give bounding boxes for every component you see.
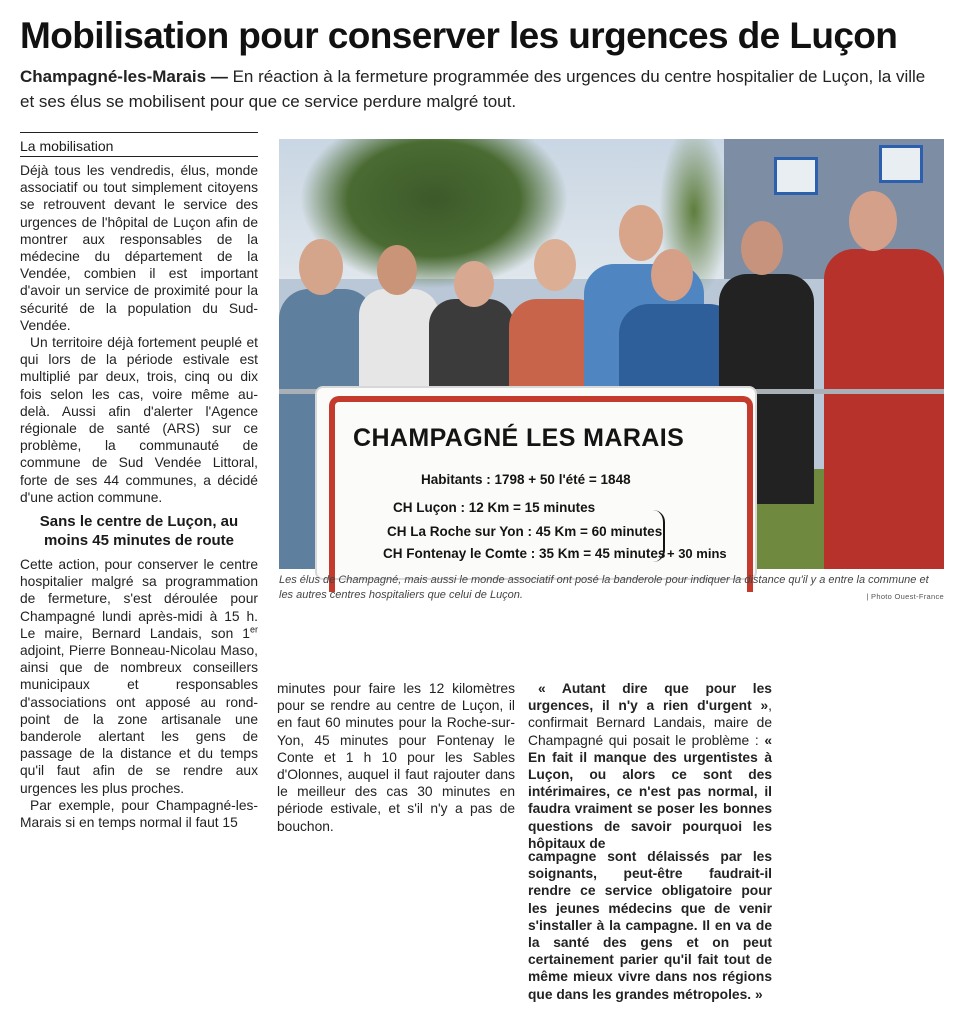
paragraph: campagne sont délaissés par les soignants, peut-être faudrait-il rendre ce service obligatoire pour les jeunes médecins que de venir s'installer à la campagne. Il en va de la santé des gens et on peut certainement parier qu'il fait tout de même mieux vivre dans nos régions que dans les grandes métropoles. » <box>528 849 772 1002</box>
section-label: La mobilisation <box>20 138 114 154</box>
sign-line: CH Fontenay le Comte : 35 Km = 45 minutes <box>383 546 666 561</box>
sign-brace <box>653 510 665 562</box>
paragraph <box>528 680 772 852</box>
person-head <box>377 245 417 295</box>
dateline: Champagné-les-Marais — <box>20 67 228 86</box>
person-head <box>849 191 897 251</box>
sign-line: Habitants : 1798 + 50 l'été = 1848 <box>421 472 631 487</box>
section-rule-bottom <box>20 156 258 157</box>
column-2 <box>277 680 515 835</box>
section-rule-top <box>20 132 258 133</box>
person-head <box>454 261 494 307</box>
banner-sign <box>317 388 755 578</box>
person-head <box>299 239 343 295</box>
photo-caption: Les élus de Champagné, mais aussi le monde associatif ont posé la banderole pour indiquer la distance qu'il y a entre la commune et les autres centres hospitaliers que celui de Luçon. <box>279 574 929 601</box>
person-head <box>741 221 783 275</box>
sign-title: CHAMPAGNÉ LES MARAIS <box>353 424 685 452</box>
window <box>879 145 923 183</box>
superscript: er <box>249 624 258 635</box>
quote: « Autant dire que pour les urgences, il n'y a rien d'urgent » <box>528 681 772 714</box>
text: , confirmait Bernard Landais, maire de Champagné qui posait le problème : <box>528 698 772 748</box>
column-1-top <box>20 162 258 506</box>
text: Cette action, pour conserver le centre hospitalier malgré sa programmation de fermeture, s'est déroulée pour Champagné lundi après-midi à 15 h. Le maire, Bernard Landais, son 1 <box>20 557 258 641</box>
sign-line: CH La Roche sur Yon : 45 Km = 60 minutes <box>387 524 663 539</box>
paragraph <box>20 556 258 797</box>
headline: Mobilisation pour conserver les urgences de Luçon <box>20 15 898 56</box>
column-1-bottom <box>20 556 258 831</box>
lead-text: En réaction à la fermeture programmée des urgences du centre hospitalier de Luçon, la ville et ses élus se mobilisent pour que ce service perdure malgré tout. <box>20 67 926 111</box>
paragraph: Déjà tous les vendredis, élus, monde associatif ou tout simplement citoyens se retrouvent devant le service des urgences de l'hôpital de Luçon afin de montrer aux responsables de la médecine du département de la Vendée, combien il est important d'avoir un service de proximité pour la sécurité de la population du Sud-Vendée. <box>20 163 258 333</box>
lead-paragraph <box>20 64 940 114</box>
person <box>824 249 944 569</box>
paragraph: minutes pour faire les 12 kilomètres pour se rendre au centre de Luçon, il en faut 60 minutes pour la Roche-sur-Yon, 45 minutes pour Fontenay le Conte et 1 h 10 pour les Sables d'Olonnes, auquel il faut rajouter dans le meilleur des cas 30 minutes en période estivale, et s'il n'y a pas de bouchon. <box>277 681 515 834</box>
column-3-bottom <box>528 848 772 1003</box>
photo-credit: | Photo Ouest-France <box>866 592 944 601</box>
text: adjoint, Pierre Bonneau-Nicolau Maso, ainsi que de nombreux conseillers municipaux et responsables d'associations ont apposé au rond-point de la zone artisanale une banderole alertant les gens de passage de la distance et du temps qu'il faut afin de se rendre aux urgences les plus proches. <box>20 643 258 796</box>
person-head <box>534 239 576 291</box>
sign-extra: + 30 mins <box>667 546 727 561</box>
paragraph: Un territoire déjà fortement peuplé et qui lors de la période estivale est multiplié par deux, trois, cinq ou dix fois selon les cas, voire même au-delà. Aussi afin d'alerter l'Agence régionale de santé (ARS) sur ce problème, la communauté de commune de Sud Vendée Littoral, forte de ses 44 communes, a décidé d'une action commune. <box>20 335 258 505</box>
column-3-top <box>528 680 772 852</box>
subheading: Sans le centre de Luçon, au moins 45 minutes de route <box>39 513 239 549</box>
sign-line: CH Luçon : 12 Km = 15 minutes <box>393 500 596 515</box>
paragraph: Par exemple, pour Champagné-les-Marais si en temps normal il faut 15 <box>20 797 258 831</box>
window <box>774 157 818 195</box>
person-head <box>619 205 663 261</box>
person-head <box>651 249 693 301</box>
quote: « En fait il manque des urgentistes à Luçon, ou alors ce sont des intérimaires, ce n'est pas normal, il faudra vraiment se poser les bonnes questions de savoir pourquoi les hôpitaux de <box>528 732 772 851</box>
